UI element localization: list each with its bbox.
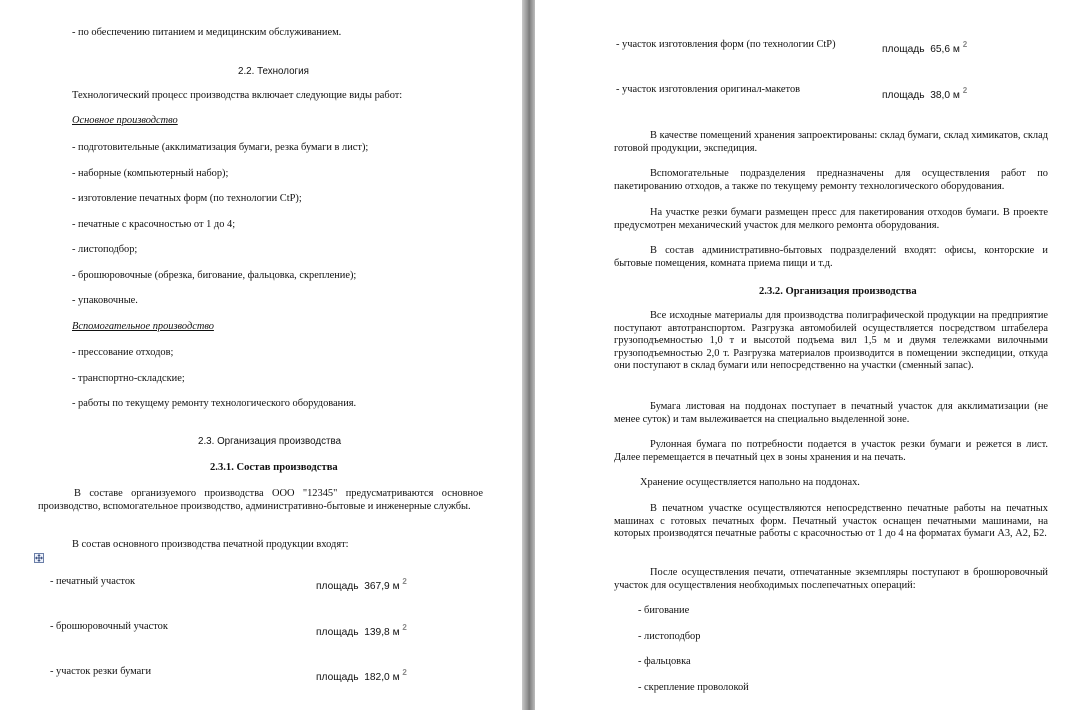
list-item: - скрепление проволокой [638, 682, 749, 693]
subheading-main-production: Основное производство [72, 115, 178, 126]
paragraph: На участке резки бумаги размещен пресс для пакетирования отходов бумаги. В проекте предусмотрен механический участок для мелкого ремонта оборудования. [614, 207, 1048, 231]
area-value: 139,8 [364, 627, 390, 638]
list-item: - фальцовка [638, 656, 691, 667]
area-row-value [882, 40, 968, 57]
area-unit-power: 2 [402, 623, 407, 632]
area-unit: м [392, 627, 400, 638]
area-label: площадь [316, 672, 359, 683]
document-page-right [535, 0, 1072, 710]
area-value: 182,0 [364, 672, 390, 683]
list-item: - листоподбор [638, 631, 701, 642]
area-row-name: - печатный участок [50, 576, 136, 587]
list-item: - бигование [638, 605, 690, 616]
list-item: - работы по текущему ремонту технологического оборудования. [72, 398, 357, 409]
area-unit-power: 2 [962, 40, 968, 49]
area-row-name: - участок изготовления форм (по технологии CtP) [616, 39, 836, 50]
list-item: - по обеспечению питанием и медицинским обслуживанием. [72, 27, 342, 38]
area-unit: м [952, 44, 960, 55]
section-heading-2-3-1: 2.3.1. Состав производства [210, 462, 338, 473]
area-label: площадь [882, 90, 925, 101]
area-row-name: - участок изготовления оригинал-макетов [616, 84, 801, 95]
paragraph: После осуществления печати, отпечатанные экземпляры поступают в брошюровочный участок для осуществления необходимых послепечатных операций: [614, 567, 1048, 591]
paragraph: В состав основного производства печатной продукции входят: [72, 539, 349, 550]
list-item: - наборные (компьютерный набор); [72, 168, 229, 179]
area-value: 367,9 [364, 581, 390, 592]
paragraph: В качестве помещений хранения запроектированы: склад бумаги, склад химикатов, склад готовой продукции, экспедиция. [614, 130, 1048, 154]
paragraph: Технологический процесс производства включает следующие виды работ: [72, 90, 403, 101]
area-row-value [316, 623, 407, 640]
paragraph: В состав административно-бытовых подразделений входят: офисы, конторские и бытовые помещения, комната приема пищи и т.д. [614, 245, 1048, 269]
section-heading-2-3-2: 2.3.2. Организация производства [759, 286, 917, 297]
paragraph: В печатном участке осуществляются непосредственно печатные работы на печатных машинах с готовых печатных форм. Печатный участок оснащен печатными машинами, на которых производятся печатные работы с красочностью от 1 до 4 на форматах бумаги А3, А2, Б2. [614, 503, 1048, 540]
paragraph: Все исходные материалы для производства полиграфической продукции на предприятие поступают автотранспортом. Разгрузка автомобилей осуществляется посредством штабелера грузоподъемностью 1,0 т и высотой подъема вил 1,5 м и двумя тележками вилочными грузоподъемностью 2,0 т. Разгрузка материалов производится в помещении экспедиции, откуда они поступают в склад бумаги или непосредственно на участки (сменный запас). [614, 310, 1048, 372]
area-label: площадь [882, 44, 925, 55]
table-move-handle-icon[interactable] [34, 553, 44, 563]
area-value: 38,0 [930, 90, 951, 101]
area-unit: м [392, 672, 400, 683]
section-heading-2-3: 2.3. Организация производства [198, 436, 342, 447]
list-item: - изготовление печатных форм (по технологии CtP); [72, 193, 302, 204]
list-item: - листоподбор; [72, 244, 138, 255]
list-item: - брошюровочные (обрезка, бигование, фальцовка, скрепление); [72, 270, 357, 281]
area-row-value [882, 86, 968, 103]
paragraph: Вспомогательные подразделения предназначены для осуществления работ по пакетированию отходов, а также по текущему ремонту технологического оборудования. [614, 168, 1048, 192]
area-row-value [316, 668, 407, 685]
area-label: площадь [316, 581, 359, 592]
paragraph: Рулонная бумага по потребности подается в участок резки бумаги и режется в лист. Далее перемещается в печатный цех в зоны хранения и на печать. [614, 439, 1048, 463]
list-item: - транспортно-складские; [72, 373, 185, 384]
area-row-name: - участок резки бумаги [50, 666, 152, 677]
area-label: площадь [316, 627, 359, 638]
area-unit-power: 2 [402, 577, 407, 586]
area-unit-power: 2 [402, 668, 407, 677]
list-item: - подготовительные (акклиматизация бумаги, резка бумаги в лист); [72, 142, 369, 153]
area-unit: м [952, 90, 960, 101]
document-page-left [0, 0, 522, 710]
area-row-name: - брошюровочный участок [50, 621, 168, 632]
list-item: - упаковочные. [72, 295, 138, 306]
area-unit-power: 2 [962, 86, 968, 95]
section-heading-2-2: 2.2. Технология [238, 66, 309, 77]
subheading-aux-production: Вспомогательное производство [72, 321, 214, 332]
area-row-value [316, 577, 407, 594]
paragraph: Хранение осуществляется напольно на поддонах. [640, 477, 860, 488]
paragraph: Бумага листовая на поддонах поступает в печатный участок для акклиматизации (не менее суток) и там вылеживается на специально выделенной зоне. [614, 401, 1048, 425]
page-gap-divider [522, 0, 535, 710]
list-item: - печатные с красочностью от 1 до 4; [72, 219, 236, 230]
list-item: - прессование отходов; [72, 347, 174, 358]
area-unit: м [392, 581, 400, 592]
area-value: 65,6 [930, 44, 951, 55]
paragraph: В составе организуемого производства ООО "12345" предусматриваются основное производство, вспомогательное производство, административно-бытовые и инженерные службы. [38, 488, 483, 512]
